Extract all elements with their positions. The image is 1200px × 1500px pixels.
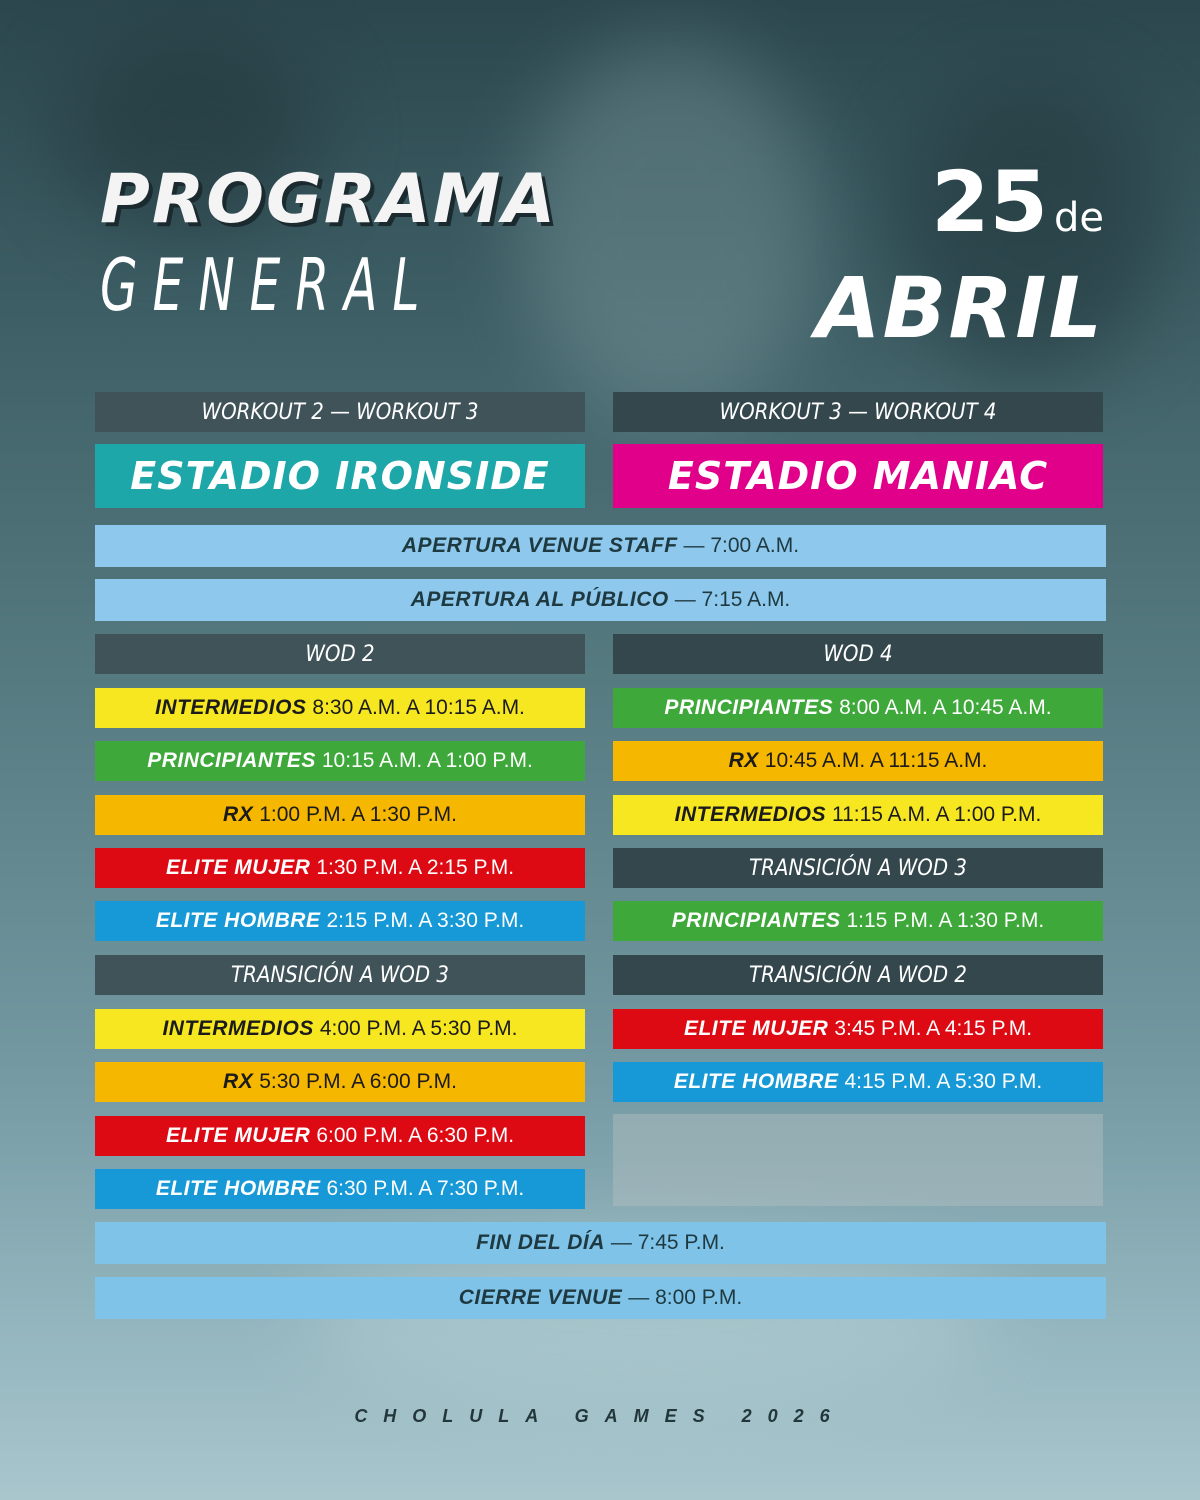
- schedule-row: [613, 901, 1103, 941]
- time-range: 10:15 A.M. A 1:00 P.M.: [321, 749, 533, 772]
- category-label: ELITE HOMBRE: [155, 1177, 321, 1200]
- empty-slot: [613, 1114, 1103, 1206]
- date-day: 25: [931, 153, 1048, 251]
- time-range: 10:45 A.M. A 11:15 A.M.: [764, 749, 988, 772]
- opening-time: — 7:00 A.M.: [683, 534, 800, 557]
- category-label: ELITE MUJER: [165, 856, 311, 879]
- date-day-line: [816, 153, 1105, 260]
- category-label: RX: [223, 1070, 254, 1093]
- category-label: ELITE HOMBRE: [673, 1070, 839, 1093]
- schedule-row: [95, 795, 585, 835]
- category-label: INTERMEDIOS: [155, 696, 307, 719]
- category-label: ELITE HOMBRE: [155, 909, 321, 932]
- background-blur: [300, 1240, 1000, 1400]
- closing-label: FIN DEL DÍA: [476, 1231, 605, 1254]
- page-title: [100, 160, 557, 327]
- transition-label: TRANSICIÓN A WOD 2: [749, 962, 967, 988]
- time-range: 1:30 P.M. A 2:15 P.M.: [316, 856, 515, 879]
- schedule-row: [95, 901, 585, 941]
- closing-label: CIERRE VENUE: [458, 1286, 623, 1309]
- time-range: 3:45 P.M. A 4:15 P.M.: [834, 1017, 1033, 1040]
- left-wod-header: [95, 634, 585, 674]
- opening-row: [95, 579, 1106, 621]
- time-range: 1:15 P.M. A 1:30 P.M.: [846, 909, 1045, 932]
- category-label: INTERMEDIOS: [674, 803, 826, 826]
- time-range: 8:00 A.M. A 10:45 A.M.: [839, 696, 1052, 719]
- schedule-row: [95, 741, 585, 781]
- time-range: 6:00 P.M. A 6:30 P.M.: [316, 1124, 515, 1147]
- schedule-row: [95, 848, 585, 888]
- date-de: de: [1054, 195, 1104, 241]
- event-date: [815, 153, 1105, 357]
- time-range: 11:15 A.M. A 1:00 P.M.: [831, 803, 1042, 826]
- category-label: PRINCIPIANTES: [671, 909, 841, 932]
- transition-label: TRANSICIÓN A WOD 3: [749, 855, 967, 881]
- time-range: 4:00 P.M. A 5:30 P.M.: [319, 1017, 518, 1040]
- opening-label: APERTURA VENUE STAFF: [401, 534, 678, 557]
- right-workouts-header: [613, 392, 1103, 432]
- schedule-row: [95, 1116, 585, 1156]
- schedule-row: [613, 741, 1103, 781]
- category-label: RX: [728, 749, 759, 772]
- right-transition-header: [613, 848, 1103, 888]
- closing-time: — 7:45 P.M.: [610, 1231, 725, 1254]
- category-label: PRINCIPIANTES: [664, 696, 834, 719]
- time-range: 8:30 A.M. A 10:15 A.M.: [312, 696, 525, 719]
- closing-row: [95, 1222, 1106, 1264]
- time-range: 1:00 P.M. A 1:30 P.M.: [259, 803, 457, 826]
- opening-label: APERTURA AL PÚBLICO: [410, 588, 669, 611]
- closing-row: [95, 1277, 1106, 1319]
- category-label: ELITE MUJER: [165, 1124, 311, 1147]
- opening-row: [95, 525, 1106, 567]
- category-label: PRINCIPIANTES: [147, 749, 316, 772]
- schedule-row: [613, 1062, 1103, 1102]
- wod-label: WOD 4: [823, 641, 893, 667]
- left-workouts-label: WORKOUT 2 — WORKOUT 3: [201, 399, 479, 425]
- wod-label: WOD 2: [305, 641, 375, 667]
- title-sub: GENERAL: [100, 243, 435, 327]
- right-workouts-label: WORKOUT 3 — WORKOUT 4: [719, 399, 997, 425]
- left-transition-header: [95, 955, 585, 995]
- category-label: RX: [223, 803, 254, 826]
- time-range: 5:30 P.M. A 6:00 P.M.: [259, 1070, 457, 1093]
- right-transition-header: [613, 955, 1103, 995]
- right-wod-header: [613, 634, 1103, 674]
- schedule-row: [95, 1009, 585, 1049]
- time-range: 2:15 P.M. A 3:30 P.M.: [326, 909, 525, 932]
- left-workouts-header: [95, 392, 585, 432]
- title-main: PROGRAMA: [100, 160, 558, 239]
- category-label: ELITE MUJER: [683, 1017, 829, 1040]
- time-range: 6:30 P.M. A 7:30 P.M.: [326, 1177, 525, 1200]
- schedule-row: [95, 1169, 585, 1209]
- schedule-row: [613, 1009, 1103, 1049]
- category-label: INTERMEDIOS: [162, 1017, 314, 1040]
- schedule-row: [613, 795, 1103, 835]
- stadium-maniac: ESTADIO MANIAC: [613, 444, 1103, 508]
- closing-time: — 8:00 P.M.: [628, 1286, 743, 1309]
- schedule-row: [613, 688, 1103, 728]
- time-range: 4:15 P.M. A 5:30 P.M.: [844, 1070, 1043, 1093]
- schedule-row: [95, 1062, 585, 1102]
- background-blur: [520, 40, 820, 420]
- opening-time: — 7:15 A.M.: [674, 588, 791, 611]
- schedule-row: [95, 688, 585, 728]
- date-month: ABRIL: [815, 259, 1104, 357]
- footer-brand: CHOLULA GAMES 2026: [354, 1406, 846, 1426]
- transition-label: TRANSICIÓN A WOD 3: [231, 962, 449, 988]
- stadium-ironside: ESTADIO IRONSIDE: [95, 444, 585, 508]
